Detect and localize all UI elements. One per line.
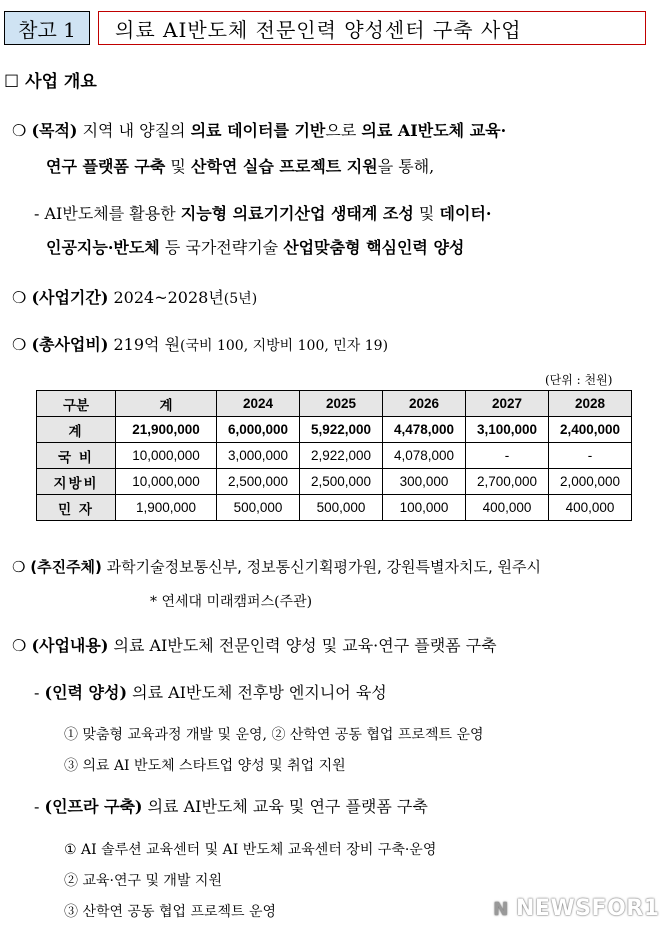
- talent-item: ③ 의료 AI 반도체 스타트업 양성 및 취업 지원: [64, 758, 346, 774]
- table-row: [37, 495, 632, 521]
- watermark-text: NEWSFOR1: [516, 896, 660, 921]
- purpose-sub-line-1: [34, 204, 491, 224]
- table-row: [37, 443, 632, 469]
- table-row-label: 지방비: [37, 469, 116, 495]
- infra-value: 의료 AI반도체 교육 및 연구 플랫폼 구축: [142, 797, 428, 816]
- talent-dash: -: [34, 683, 40, 702]
- table-cell: 300,000: [383, 469, 466, 495]
- table-cell: 3,100,000: [466, 417, 549, 443]
- infra-line: [34, 797, 428, 817]
- purpose-label: (목적): [31, 121, 78, 140]
- period-line: [12, 288, 257, 309]
- table-header: 구분: [37, 391, 116, 417]
- content-value: 의료 AI반도체 전문인력 양성 및 교육·연구 플랫폼 구축: [108, 636, 497, 655]
- table-header: 2024: [217, 391, 300, 417]
- purpose-text-4: 을 통해,: [377, 157, 435, 176]
- newsfor1-watermark: [490, 896, 660, 921]
- table-header: 계: [116, 391, 217, 417]
- purpose-line-2: [46, 157, 434, 177]
- table-header: 2026: [383, 391, 466, 417]
- table-cell: 2,700,000: [466, 469, 549, 495]
- agency-line: [12, 557, 541, 577]
- table-cell: 500,000: [217, 495, 300, 521]
- table-cell: 400,000: [466, 495, 549, 521]
- purpose-sub-bold-4: 산업맞춤형 핵심인력 양성: [283, 238, 465, 257]
- period-label: (사업기간): [31, 288, 109, 307]
- table-row-label: 계: [37, 417, 116, 443]
- purpose-sub-dash: -: [34, 204, 40, 223]
- table-cell: -: [466, 443, 549, 469]
- purpose-sub-bold-1: 지능형 의료기기산업 생태계 조성: [180, 204, 414, 223]
- table-cell: 2,500,000: [300, 469, 383, 495]
- agency-bullet: ❍: [12, 558, 26, 576]
- overview-heading: ☐ 사업 개요: [4, 72, 97, 92]
- talent-item: ① 맞춤형 교육과정 개발 및 운영, ② 산학연 공동 협업 프로젝트 운영: [64, 727, 484, 743]
- table-header: 2025: [300, 391, 383, 417]
- purpose-bullet: ❍: [12, 121, 27, 140]
- purpose-sub-bold-3: 인공지능·반도체: [46, 238, 160, 257]
- budget-unit: (단위 : 천원): [545, 373, 613, 387]
- table-cell: 2,500,000: [217, 469, 300, 495]
- purpose-bold-1: 의료 데이터를 기반: [190, 121, 326, 140]
- table-cell: 2,000,000: [549, 469, 632, 495]
- purpose-sub-bold-2: 데이터·: [439, 204, 492, 223]
- table-header: 2028: [549, 391, 632, 417]
- budget-bullet: ❍: [12, 335, 27, 354]
- purpose-bold-3: 연구 플랫폼 구축: [46, 157, 166, 176]
- title-box: [98, 11, 646, 45]
- infra-label: (인프라 구축): [44, 797, 143, 816]
- purpose-text-3: 및: [165, 157, 191, 176]
- purpose-sub-line-2: [46, 238, 464, 258]
- agency-note: * 연세대 미래캠퍼스(주관): [150, 594, 313, 610]
- talent-line: [34, 683, 387, 703]
- reference-label-box: [4, 11, 90, 45]
- purpose-line-1: [12, 121, 506, 141]
- content-bullet: ❍: [12, 636, 27, 655]
- table-header-row: [37, 391, 632, 417]
- table-cell: 500,000: [300, 495, 383, 521]
- table-cell: 6,000,000: [217, 417, 300, 443]
- purpose-sub-text-3: 등 국가전략기술: [159, 238, 284, 257]
- table-cell: 10,000,000: [116, 443, 217, 469]
- watermark-n-logo: N: [490, 899, 512, 921]
- table-cell: 4,078,000: [383, 443, 466, 469]
- table-cell: 2,400,000: [549, 417, 632, 443]
- purpose-bold-4: 산학연 실습 프로젝트 지원: [190, 157, 378, 176]
- budget-note: (국비 100, 지방비 100, 민자 19): [180, 338, 389, 354]
- budget-line: [12, 335, 388, 356]
- talent-value: 의료 AI반도체 전후방 엔지니어 육성: [127, 683, 387, 702]
- table-cell: -: [549, 443, 632, 469]
- period-value: 2024~2028년: [108, 288, 224, 307]
- content-label: (사업내용): [31, 636, 109, 655]
- table-header: 2027: [466, 391, 549, 417]
- infra-item: ① AI 솔루션 교육센터 및 AI 반도체 교육센터 장비 구축·운영: [64, 842, 437, 858]
- table-row-label: 민 자: [37, 495, 116, 521]
- table-cell: 1,900,000: [116, 495, 217, 521]
- table-row-label: 국 비: [37, 443, 116, 469]
- purpose-sub-text-1: AI반도체를 활용한: [39, 204, 181, 223]
- page-title: 의료 AI반도체 전문인력 양성센터 구축 사업: [115, 17, 522, 42]
- table-cell: 5,922,000: [300, 417, 383, 443]
- period-bullet: ❍: [12, 288, 27, 307]
- reference-label: 참고 1: [18, 17, 76, 42]
- purpose-sub-text-2: 및: [413, 204, 440, 223]
- infra-item: ② 교육·연구 및 개발 지원: [64, 873, 222, 889]
- table-row: [37, 417, 632, 443]
- talent-label: (인력 양성): [44, 683, 128, 702]
- infra-item: ③ 산학연 공동 협업 프로젝트 운영: [64, 904, 277, 920]
- budget-value: 219억 원: [108, 335, 181, 354]
- table-cell: 100,000: [383, 495, 466, 521]
- purpose-text-1: 지역 내 양질의: [77, 121, 191, 140]
- table-cell: 3,000,000: [217, 443, 300, 469]
- table-cell: 10,000,000: [116, 469, 217, 495]
- table-cell: 21,900,000: [116, 417, 217, 443]
- budget-table: [36, 390, 632, 521]
- agency-value: 과학기술정보통신부, 정보통신기획평가원, 강원특별자치도, 원주시: [101, 558, 542, 576]
- content-line: [12, 636, 497, 656]
- agency-label: (추진주체): [30, 558, 102, 576]
- purpose-bold-2: 의료 AI반도체 교육·: [361, 121, 507, 140]
- table-row: [37, 469, 632, 495]
- budget-label: (총사업비): [31, 335, 109, 354]
- table-cell: 2,922,000: [300, 443, 383, 469]
- period-note: (5년): [223, 291, 258, 307]
- infra-dash: -: [34, 797, 40, 816]
- table-cell: 400,000: [549, 495, 632, 521]
- table-cell: 4,478,000: [383, 417, 466, 443]
- purpose-text-2: 으로: [325, 121, 362, 140]
